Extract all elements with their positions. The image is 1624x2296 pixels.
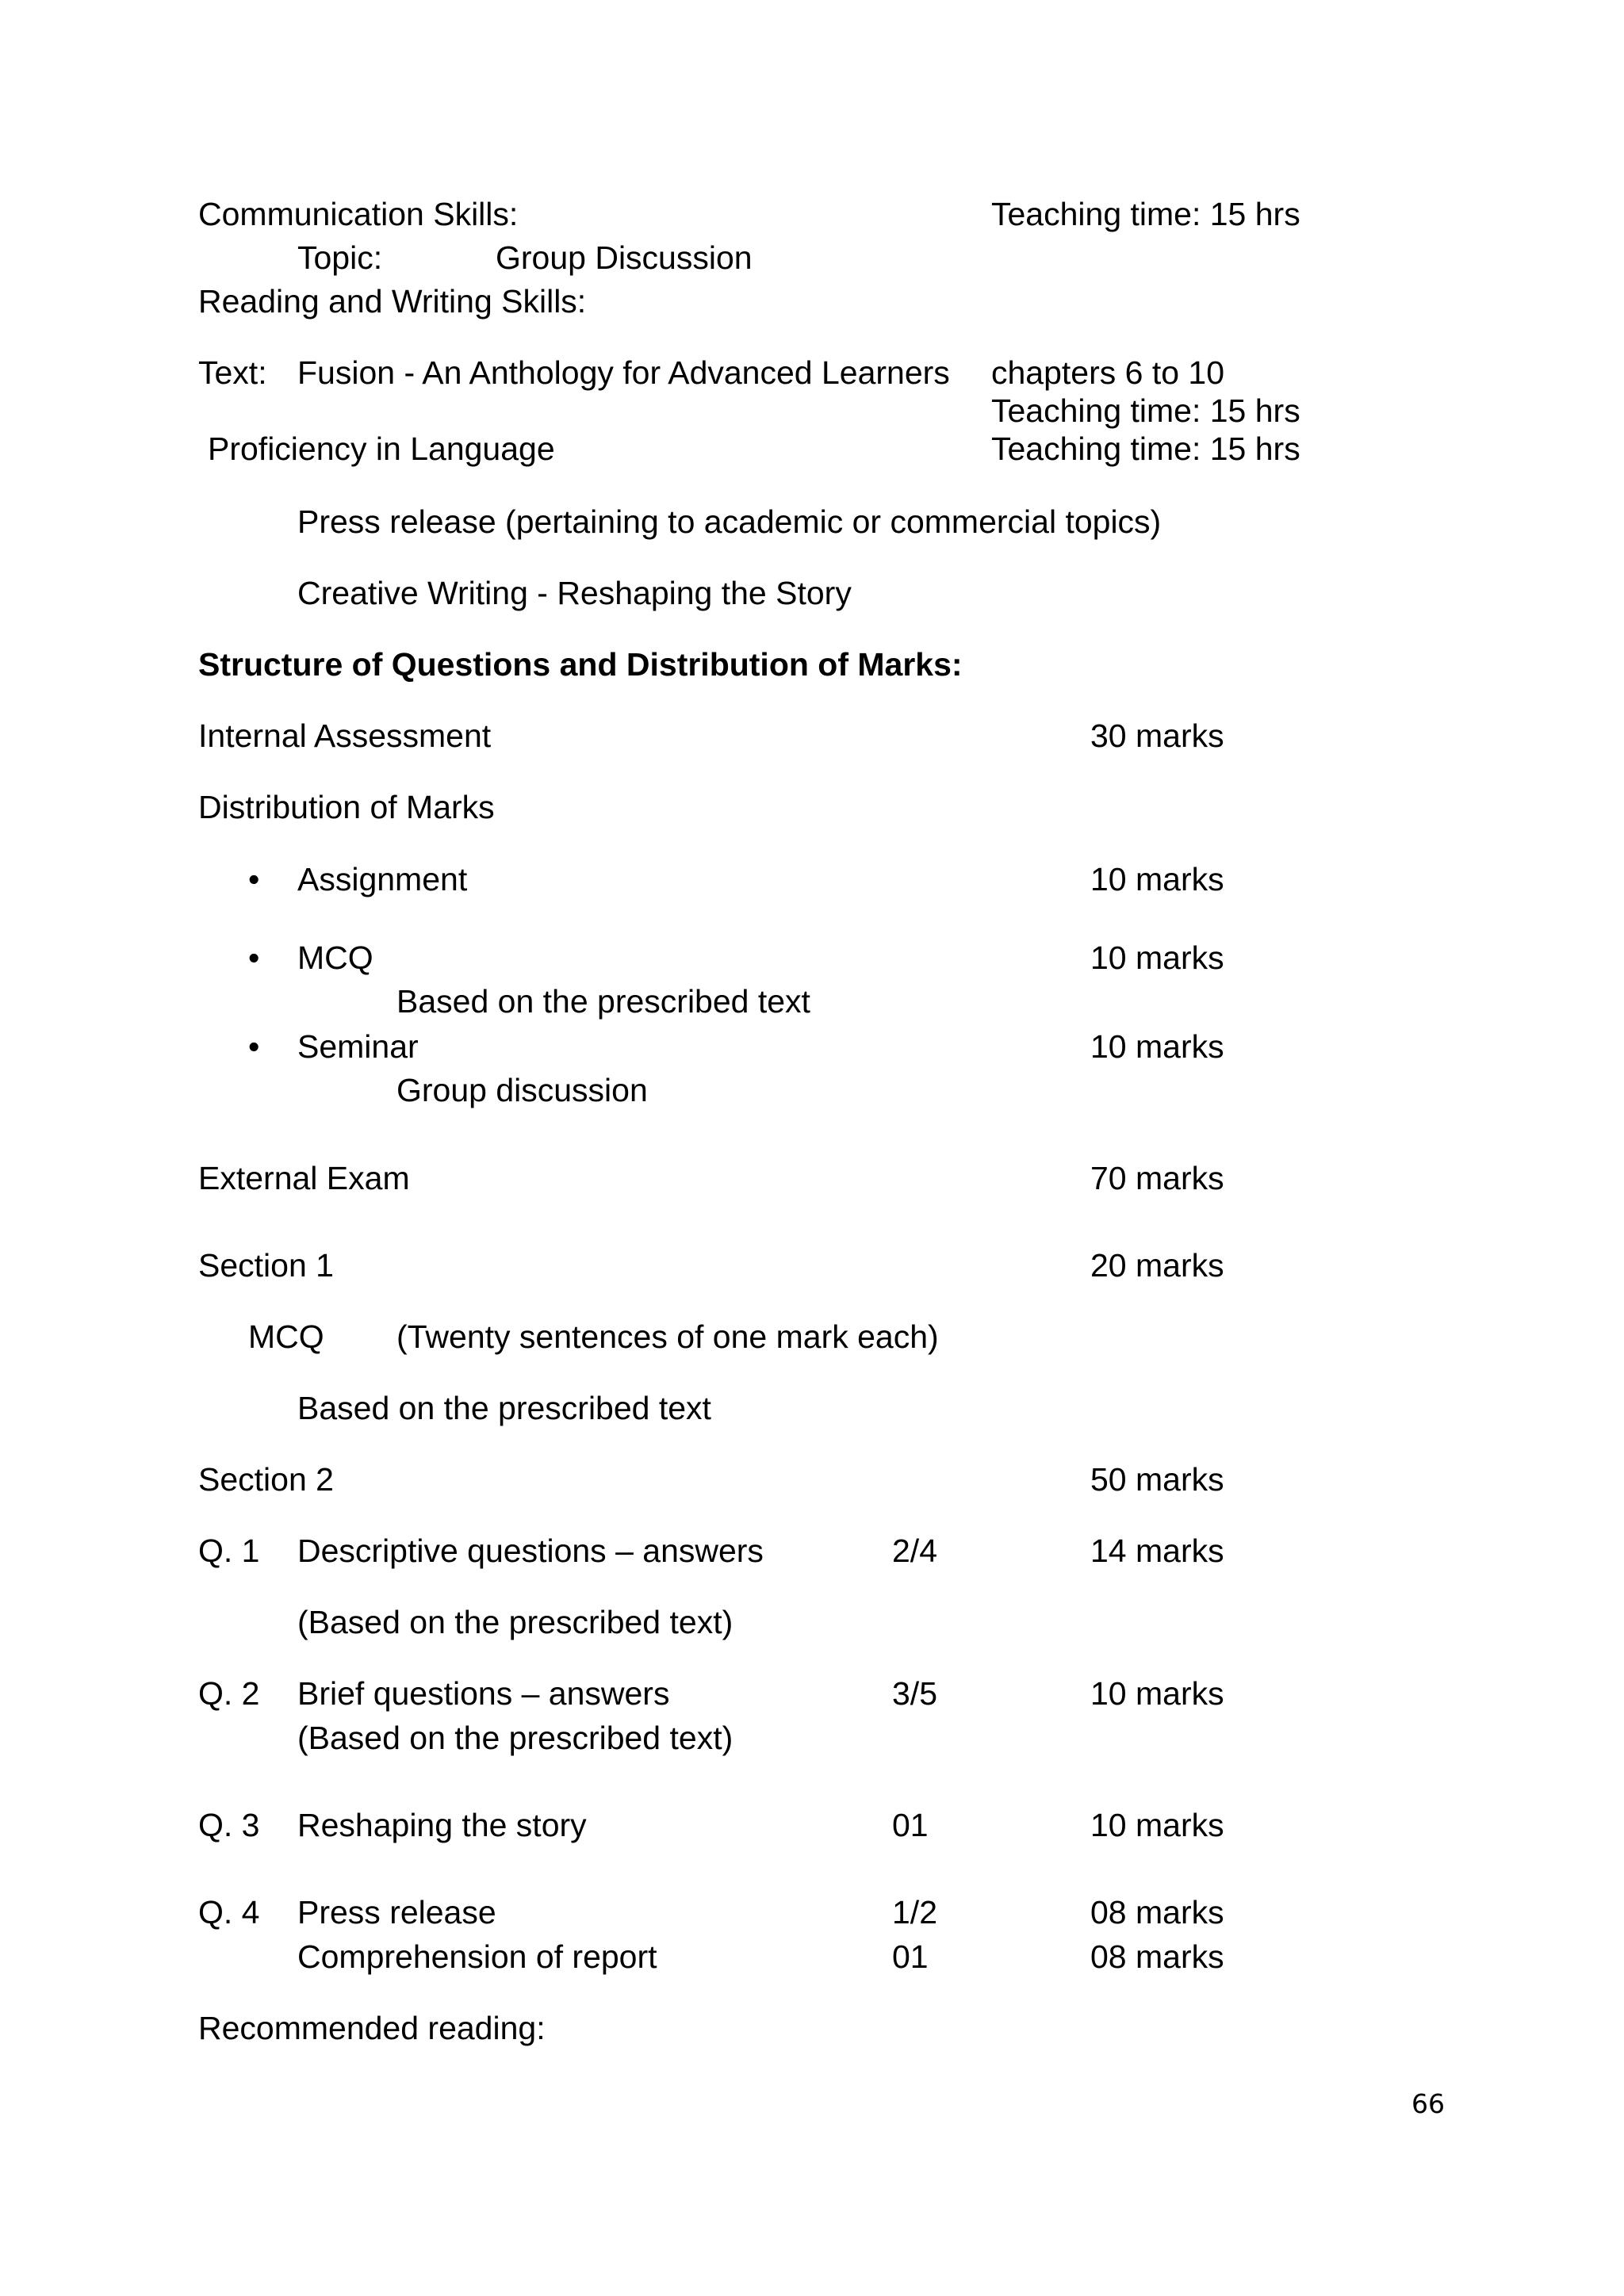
reading-teaching-time: Teaching time: 15 hrs — [991, 392, 1300, 429]
chapters: chapters 6 to 10 — [991, 354, 1225, 391]
question-ratio: 3/5 — [892, 1675, 937, 1712]
seminar-note: Group discussion — [396, 1072, 648, 1108]
question-marks: 10 marks — [1090, 1807, 1224, 1843]
question-ratio: 1/2 — [892, 1894, 937, 1931]
question-number: Q. 4 — [198, 1894, 260, 1931]
topic-value: Group Discussion — [496, 239, 753, 276]
proficiency-item: Press release (pertaining to academic or commercial topics) — [297, 503, 1162, 540]
question-note: (Based on the prescribed text) — [297, 1604, 733, 1640]
bullet-icon: • — [248, 939, 260, 976]
question-note: (Based on the prescribed text) — [297, 1720, 733, 1756]
question-marks: 14 marks — [1090, 1533, 1224, 1569]
question-desc: Descriptive questions – answers — [297, 1533, 764, 1569]
external-exam-marks: 70 marks — [1090, 1160, 1224, 1196]
mcq-marks: 10 marks — [1090, 939, 1224, 976]
internal-assessment-label: Internal Assessment — [198, 718, 492, 754]
section1-marks: 20 marks — [1090, 1247, 1224, 1284]
assignment-label: Assignment — [297, 861, 468, 897]
proficiency-item: Creative Writing - Reshaping the Story — [297, 575, 852, 611]
question-desc: Press release — [297, 1894, 496, 1931]
bullet-icon: • — [248, 861, 260, 897]
comm-teaching-time: Teaching time: 15 hrs — [991, 196, 1300, 232]
question-desc: Reshaping the story — [297, 1807, 587, 1843]
seminar-marks: 10 marks — [1090, 1028, 1224, 1065]
question-ratio: 01 — [892, 1807, 929, 1843]
section2-label: Section 2 — [198, 1461, 334, 1498]
seminar-label: Seminar — [297, 1028, 419, 1065]
page-number: 66 — [1411, 2088, 1445, 2119]
question-ratio: 01 — [892, 1938, 929, 1975]
question-number: Q. 2 — [198, 1675, 260, 1712]
question-marks: 10 marks — [1090, 1675, 1224, 1712]
bullet-icon: • — [248, 1028, 260, 1065]
question-desc: Brief questions – answers — [297, 1675, 670, 1712]
proficiency-heading: Proficiency in Language — [208, 430, 555, 467]
question-desc: Comprehension of report — [297, 1938, 657, 1975]
proficiency-teaching-time: Teaching time: 15 hrs — [991, 430, 1300, 467]
mcq-label: MCQ — [297, 939, 373, 976]
section1-mcq-label: MCQ — [248, 1318, 324, 1355]
question-number: Q. 3 — [198, 1807, 260, 1843]
reading-heading: Reading and Writing Skills: — [198, 283, 587, 320]
structure-heading: Structure of Questions and Distribution of Marks: — [198, 646, 963, 683]
text-label: Text: — [198, 354, 267, 391]
external-exam-label: External Exam — [198, 1160, 410, 1196]
question-marks: 08 marks — [1090, 1894, 1224, 1931]
topic-label: Topic: — [297, 239, 383, 276]
recommended-reading-heading: Recommended reading: — [198, 2010, 546, 2046]
section1-mcq-desc: (Twenty sentences of one mark each) — [396, 1318, 939, 1355]
section2-marks: 50 marks — [1090, 1461, 1224, 1498]
question-marks: 08 marks — [1090, 1938, 1224, 1975]
comm-heading: Communication Skills: — [198, 196, 519, 232]
question-ratio: 2/4 — [892, 1533, 937, 1569]
assignment-marks: 10 marks — [1090, 861, 1224, 897]
question-number: Q. 1 — [198, 1533, 260, 1569]
section1-label: Section 1 — [198, 1247, 334, 1284]
internal-assessment-marks: 30 marks — [1090, 718, 1224, 754]
mcq-note: Based on the prescribed text — [396, 983, 810, 1020]
distribution-label: Distribution of Marks — [198, 789, 495, 825]
text-title: Fusion - An Anthology for Advanced Learners — [297, 354, 950, 391]
section1-mcq-note: Based on the prescribed text — [297, 1390, 711, 1426]
